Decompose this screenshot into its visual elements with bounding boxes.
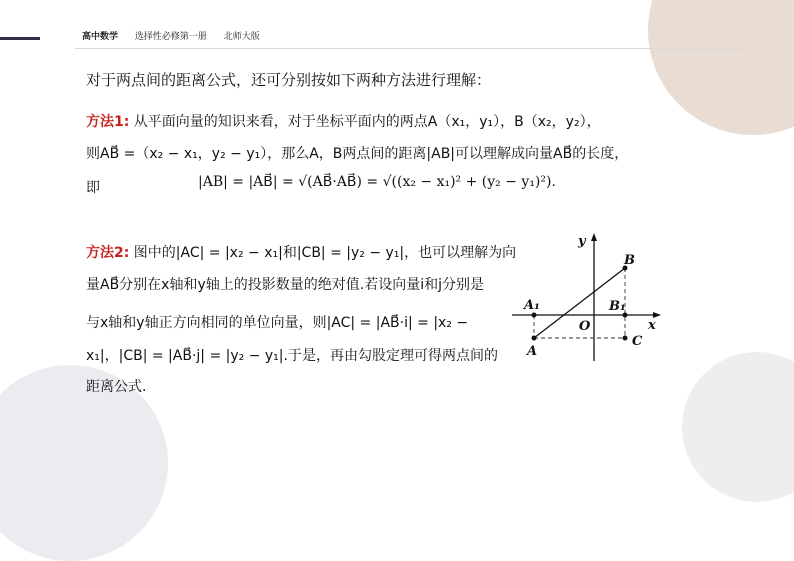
method1-label: 方法1: (86, 114, 130, 130)
header-accent-bar (0, 37, 40, 40)
intro-text: 对于两点间的距离公式，还可分别按如下两种方法进行理解： (86, 71, 492, 89)
label-c: C (632, 334, 643, 349)
header-edition: 北师大版 (223, 32, 260, 42)
method2-line1 (86, 242, 516, 262)
header-subject: 高中数学 (82, 32, 119, 42)
method1-line2: 则AB⃗ =（x₂ − x₁，y₂ − y₁），那么A，B两点间的距离|AB|可以理解成向量AB⃗的长度， (86, 146, 629, 162)
method2-line5: 距离公式. (86, 379, 147, 395)
label-b: B (624, 253, 635, 268)
decorative-circle-bottom-right (682, 352, 794, 502)
y-axis-arrow (591, 233, 597, 241)
method1-line3: 即 (86, 180, 100, 196)
coordinate-figure (512, 228, 672, 363)
method2-label: 方法2: (86, 245, 130, 261)
header-divider (75, 48, 743, 49)
point-c (623, 336, 628, 341)
label-origin: O (579, 319, 591, 334)
distance-formula: |AB| = |AB⃗| = √(AB⃗·AB⃗) = √((x₂ − x₁)² + (y₂ − y₁)²). (198, 174, 556, 190)
point-a (532, 336, 537, 341)
label-a1: A₁ (524, 298, 540, 313)
page-header (82, 29, 260, 42)
label-a: A (527, 344, 538, 359)
point-a1 (532, 313, 537, 318)
method2-line4: x₁|，|CB| = |AB⃗·j| = |y₂ − y₁|.于是，再由勾股定理可得两点间的 (86, 348, 498, 364)
method2-line3: 与x轴和y轴正方向相同的单位向量，则|AC| = |AB⃗·i| = |x₂ − (86, 315, 469, 331)
method2-text-1: 图中的|AC| = |x₂ − x₁|和|CB| = |y₂ − y₁|，也可以理解为向 (133, 245, 517, 261)
method1-line1 (86, 111, 601, 131)
label-y-axis: y (578, 234, 586, 249)
header-book: 选择性必修第一册 (134, 32, 207, 42)
decorative-circle-top-right (648, 0, 794, 135)
label-b1: B₁ (609, 299, 626, 314)
method1-text-1: 从平面向量的知识来看，对于坐标平面内的两点A（x₁，y₁），B（x₂，y₂）， (133, 114, 601, 130)
label-x-axis: x (648, 318, 656, 333)
method2-line2: 量AB⃗分别在x轴和y轴上的投影数量的绝对值.若设向量i和j分别是 (86, 277, 484, 293)
